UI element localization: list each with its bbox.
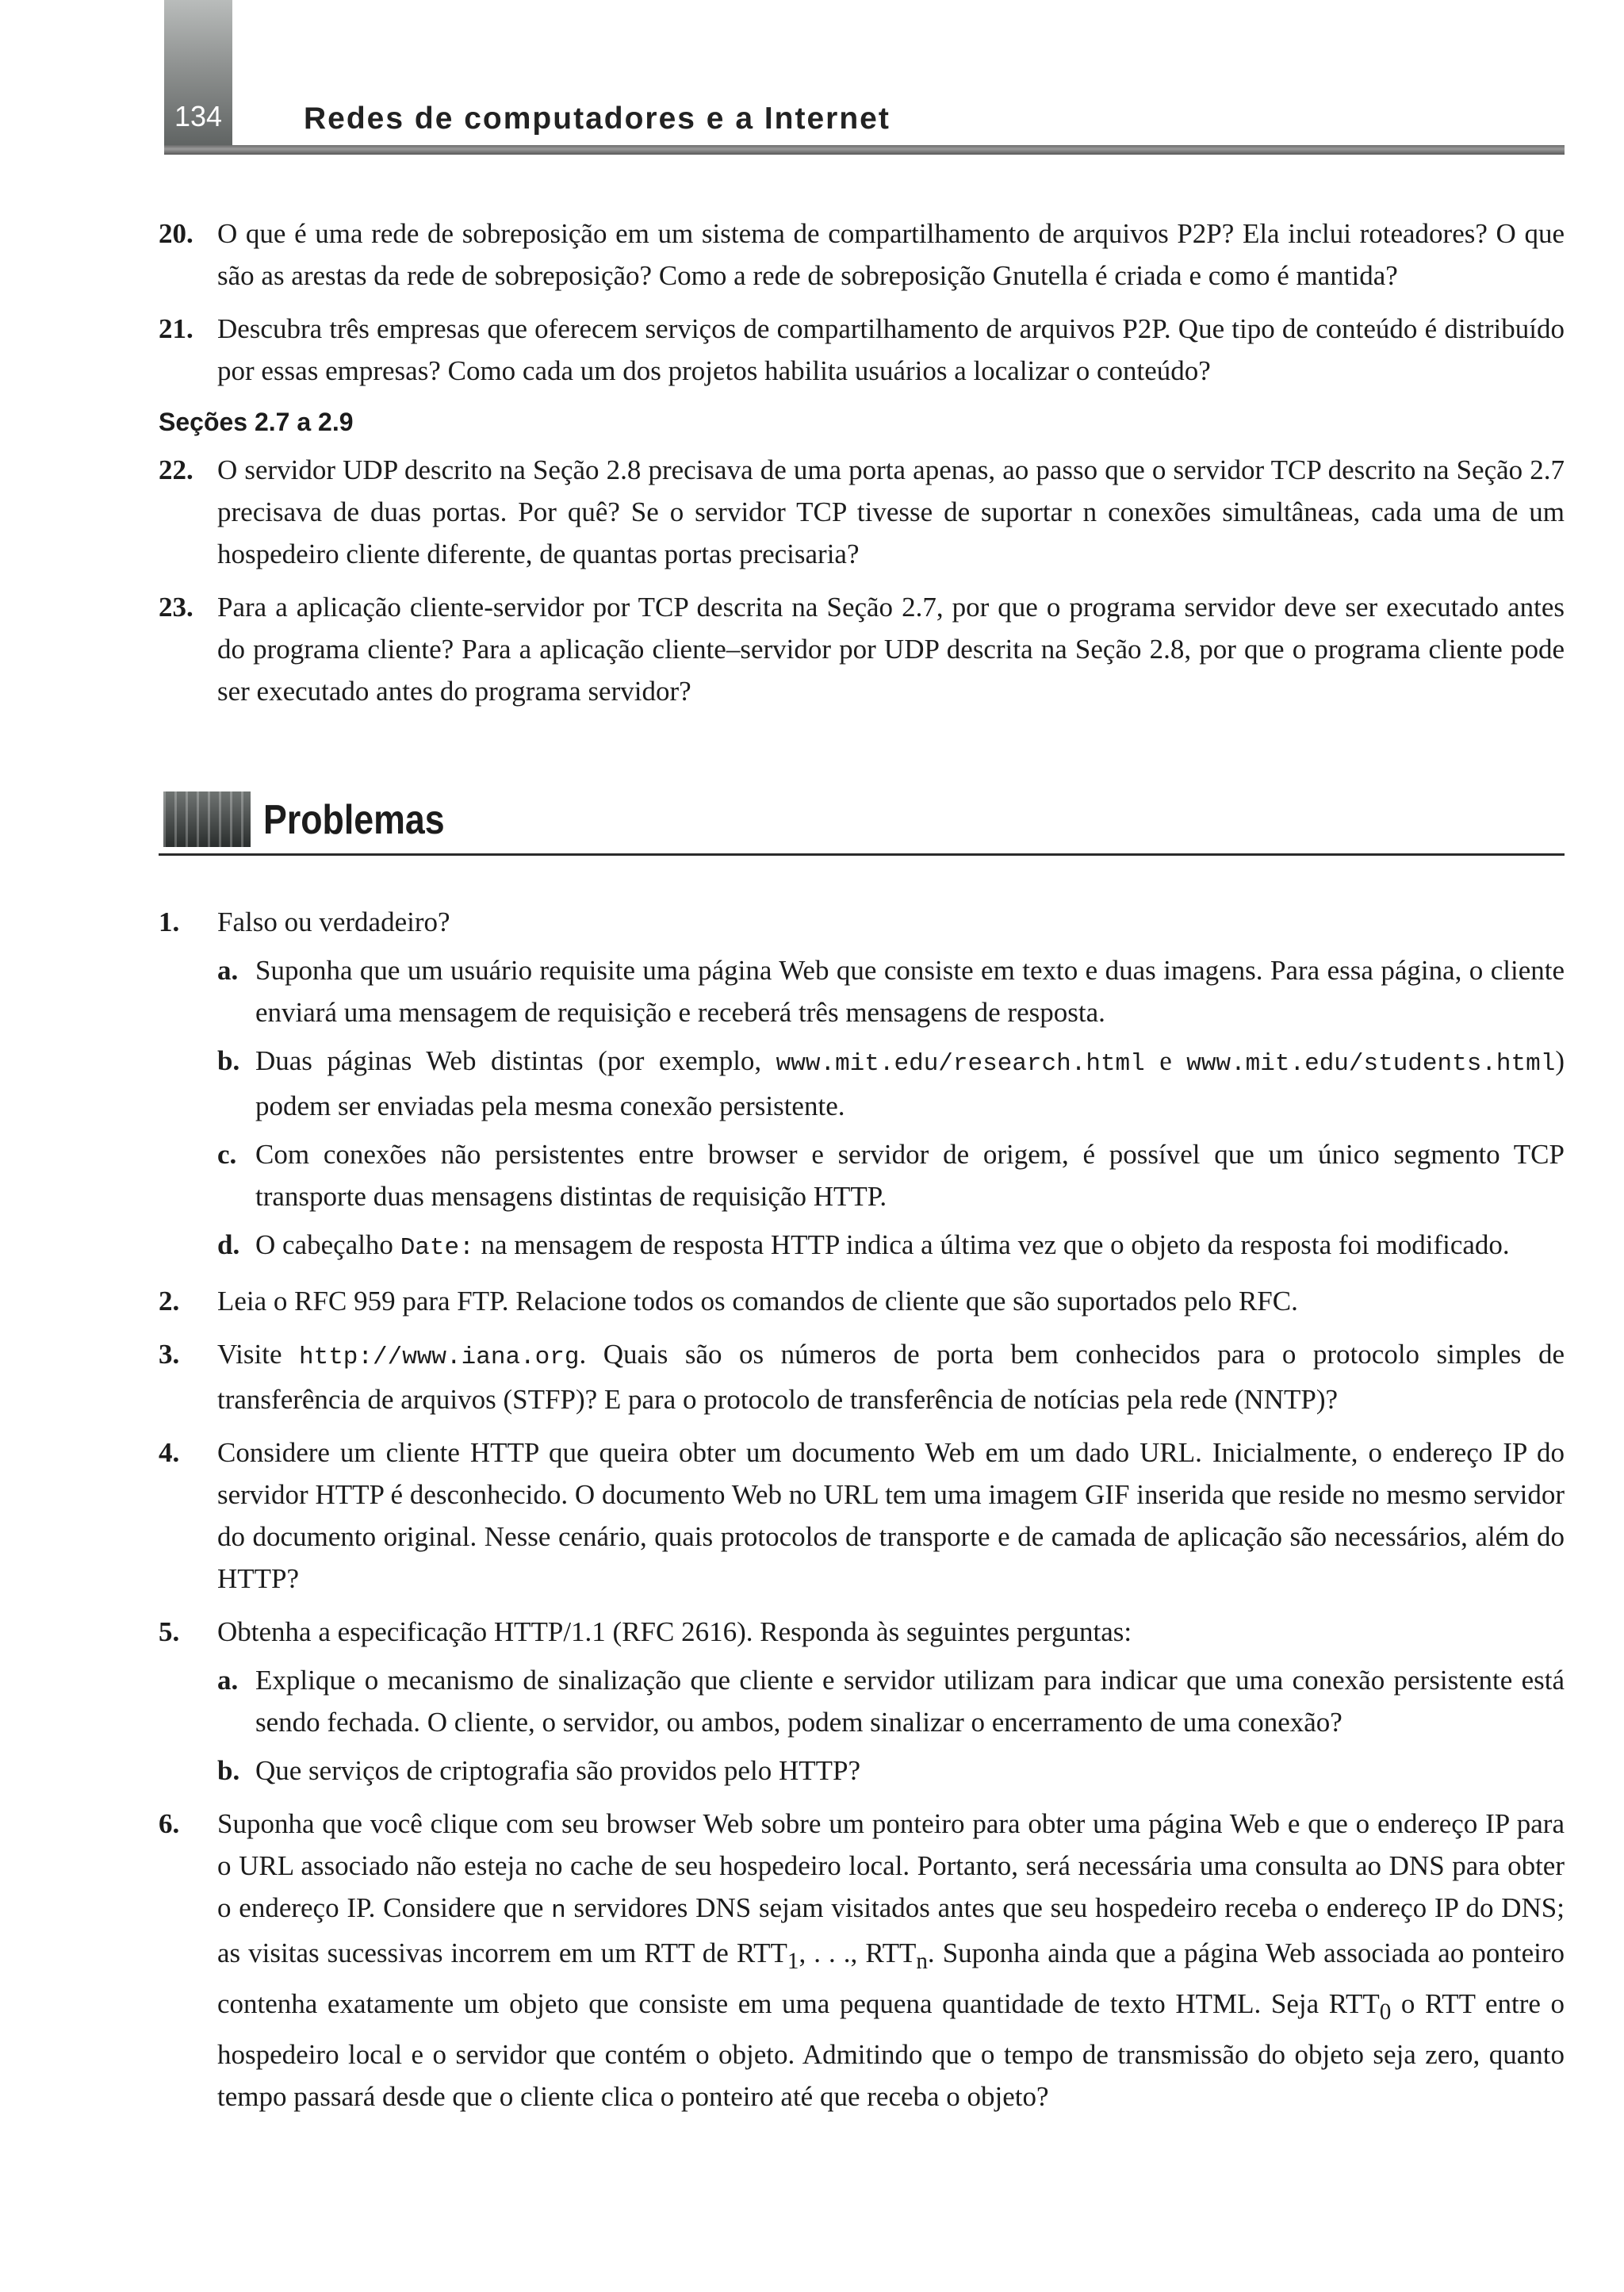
url-code: www.mit.edu/research.html xyxy=(776,1050,1145,1078)
problem-4 xyxy=(159,1432,1565,1600)
problem-number: 3. xyxy=(159,1339,180,1370)
question-text: Para a aplicação cliente-servidor por TCP descrita na Seção 2.7, por que o programa servidor deve ser executado antes do programa cliente? Para a aplicação cliente–servidor por UDP descrita na Seção 2.8, por que o programa cliente pode ser executado antes do programa servidor? xyxy=(217,592,1565,707)
problem-text: Visite xyxy=(217,1339,299,1370)
problem-text: Falso ou verdadeiro? xyxy=(217,906,450,937)
problems-heading xyxy=(159,785,1565,872)
problem-1b xyxy=(217,1040,1565,1127)
question-number: 21. xyxy=(159,313,193,344)
sub-text: Duas páginas Web distintas (por exemplo, xyxy=(255,1045,776,1076)
sub-text: e xyxy=(1144,1045,1187,1076)
problem-text: Considere um cliente HTTP que queira obter um documento Web em um dado URL. Inicialmente, o endereço IP do servidor HTTP é desconhecido. O documento Web no URL tem uma imagem GIF inserida que reside no mesmo servidor do documento original. Nesse cenário, quais protocolos de transporte e de camada de aplicação são necessários, além do HTTP? xyxy=(217,1437,1565,1594)
sub-text: Suponha que um usuário requisite uma página Web que consiste em texto e duas imagens. Para essa página, o cliente enviará uma mensagem de requisição e receberá três mensagens de resposta. xyxy=(255,955,1565,1028)
running-title: Redes de computadores e a Internet xyxy=(304,102,891,136)
section-heading: Seções 2.7 a 2.9 xyxy=(159,408,354,436)
header-rule xyxy=(164,145,1565,155)
sub-letter: a. xyxy=(217,1665,239,1696)
sub-text: O cabeçalho xyxy=(255,1229,400,1260)
problem-1c xyxy=(217,1133,1565,1217)
question-20 xyxy=(159,213,1565,297)
problems-title: Problemas xyxy=(263,797,445,843)
page-content xyxy=(159,213,1565,2129)
url-code: http://www.iana.org xyxy=(299,1343,580,1371)
question-text: O servidor UDP descrito na Seção 2.8 precisava de uma porta apenas, ao passo que o servidor TCP descrito na Seção 2.7 precisava de duas portas. Por quê? Se o servidor TCP tivesse de suportar n conexões simultâneas, cada uma de um hospedeiro cliente diferente, de quantas portas precisaria? xyxy=(217,454,1565,569)
problem-text: Leia o RFC 959 para FTP. Relacione todos os comandos de cliente que são suportados pelo RFC. xyxy=(217,1286,1298,1317)
question-text: Descubra três empresas que oferecem serviços de compartilhamento de arquivos P2P. Que tipo de conteúdo é distribuído por essas empresas? Como cada um dos projetos habilita usuários a localizar o conteúdo? xyxy=(217,313,1565,386)
problem-number: 5. xyxy=(159,1616,180,1647)
problem-5a xyxy=(217,1659,1565,1743)
header-code: Date: xyxy=(400,1234,474,1262)
sub-letter: d. xyxy=(217,1229,240,1260)
problem-1d xyxy=(217,1224,1565,1269)
problem-2 xyxy=(159,1280,1565,1322)
sub-text: Explique o mecanismo de sinalização que cliente e servidor utilizam para indicar que uma conexão persistente está sendo fechada. O cliente, o servidor, ou ambos, podem sinalizar o encerramento de uma conexão? xyxy=(255,1665,1565,1738)
problem-number: 2. xyxy=(159,1286,180,1317)
problem-text: , . . ., xyxy=(799,1937,866,1968)
sub-text: Com conexões não persistentes entre browser e servidor de origem, é possível que um único segmento TCP transporte duas mensagens distintas de requisição HTTP. xyxy=(255,1139,1565,1212)
rtt-subscript: n xyxy=(916,1949,928,1974)
sub-letter: a. xyxy=(217,955,239,986)
sub-letter: c. xyxy=(217,1139,237,1170)
rtt-subscript: 1 xyxy=(787,1949,799,1974)
problem-text: Suponha que você clique com seu browser Web sobre um ponteiro para obter uma página Web e que o endereço IP para o URL associado não esteja no cache de seu hospedeiro local. Portanto, será necessária uma consulta ao DNS para obter o endereço IP. Considere que xyxy=(217,1808,1565,1923)
problem-text: . Suponha ainda que a página Web associada ao ponteiro contenha exatamente um objeto que consiste em uma pequena quantidade de texto HTML. Seja xyxy=(217,1937,1565,2019)
variable-n: n xyxy=(551,1897,566,1925)
sub-letter: b. xyxy=(217,1045,240,1076)
problem-text: Obtenha a especificação HTTP/1.1 (RFC 2616). Responda às seguintes perguntas: xyxy=(217,1616,1132,1647)
problem-3 xyxy=(159,1333,1565,1420)
sub-text: Que serviços de criptografia são providos pelo HTTP? xyxy=(255,1755,860,1786)
question-21 xyxy=(159,308,1565,392)
rtt-subscript: 0 xyxy=(1379,1999,1392,2025)
url-code: www.mit.edu/students.html xyxy=(1186,1050,1556,1078)
page-number: 134 xyxy=(174,100,223,132)
question-number: 22. xyxy=(159,454,193,485)
problem-1a xyxy=(217,949,1565,1033)
problem-text: servidores DNS sejam visitados antes que seu hospedeiro receba o endereço IP do DNS; as visitas sucessivas incorrem em um RTT de xyxy=(217,1892,1565,1968)
question-23 xyxy=(159,586,1565,712)
problems-rule xyxy=(159,853,1565,856)
problems-photo-icon xyxy=(163,791,251,847)
rtt-symbol: RTT xyxy=(1328,1988,1380,2019)
problem-6 xyxy=(159,1803,1565,2118)
sub-text: na mensagem de resposta HTTP indica a última vez que o objeto da resposta foi modificado. xyxy=(473,1229,1510,1260)
problem-number: 4. xyxy=(159,1437,180,1468)
sub-text: ) podem ser enviadas pela mesma conexão persistente. xyxy=(255,1045,1565,1121)
problem-number: 6. xyxy=(159,1808,180,1839)
question-number: 20. xyxy=(159,218,193,249)
problem-5b xyxy=(217,1750,1565,1792)
question-22 xyxy=(159,449,1565,575)
problem-text: . Quais são os números de porta bem conhecidos para o protocolo simples de transferência de arquivos (STFP)? E para o protocolo de transferência de notícias pela rede (NNTP)? xyxy=(217,1339,1565,1415)
sub-letter: b. xyxy=(217,1755,240,1786)
problem-1 xyxy=(159,901,1565,1269)
rtt-symbol: RTT xyxy=(865,1937,917,1968)
rtt-symbol: RTT xyxy=(736,1937,787,1968)
question-text: O que é uma rede de sobreposição em um sistema de compartilhamento de arquivos P2P? Ela inclui roteadores? O que são as arestas da rede de sobreposição? Como a rede de sobreposição Gnutella é criada e como é mantida? xyxy=(217,218,1565,291)
problem-5 xyxy=(159,1611,1565,1792)
problem-number: 1. xyxy=(159,906,180,937)
question-number: 23. xyxy=(159,592,193,623)
problem-text: o RTT entre o hospedeiro local e o servidor que contém o objeto. Admitindo que o tempo de transmissão do objeto seja zero, quanto tempo passará desde que o cliente clica o ponteiro até que receba o objeto? xyxy=(217,1988,1565,2112)
